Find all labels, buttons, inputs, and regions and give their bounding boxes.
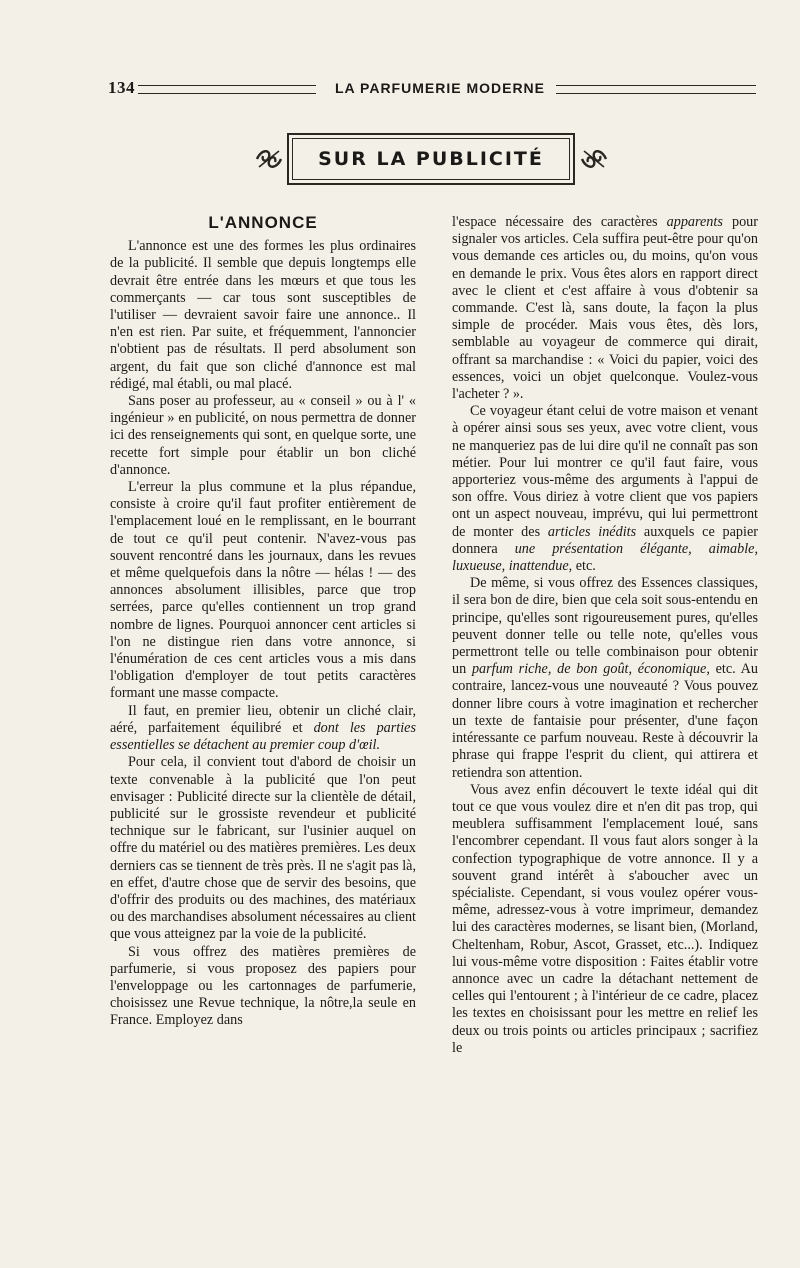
left-column <box>110 214 416 1030</box>
article-paragraph <box>110 703 416 755</box>
paragraph-text: Pour cela, il convient tout d'abord de choisir un texte convenable à la publicité que l'on peut envisager : Publicité directe sur la clientèle de détail, publicité sur le grossiste revendeur et publicité technique sur le fabricant, sur l'usinier auquel on offre du matériel ou des matières premières. Les deux derniers cas se tiennent de très près. Il ne s'agit pas là, en effet, d'autre chose que de servir des besoins, que d'offrir des produits ou des machines, des matériaux ou des marchandises absolument nécessaires au client que vous atteignez par la voie de la publicité. <box>110 754 416 943</box>
paragraph-text: l'espace nécessaire des caractères <box>452 214 667 230</box>
article-paragraph <box>452 403 758 575</box>
running-head <box>108 78 756 100</box>
paragraph-text: etc. Au contraire, lancez-vous une nouveauté ? Vous pouvez donner libre cours à votre imagination et rechercher un texte de fantaisie pour présenter, d'une façon intéressante ce parfum nouveau. Reste à découvrir la phrase qui frappe l'esprit du client, qui attirera et retiendra son attention. <box>452 661 758 781</box>
article-paragraph <box>452 214 758 403</box>
banner-inner-frame <box>292 138 570 180</box>
paragraph-text: L'annonce est une des formes les plus ordinaires de la publicité. Il semble que depuis longtemps elle devrait être entrée dans les mœurs et que tous les commerçants — car tous sont susceptibles de l'utiliser — devraient savoir faire une annonce.. Il n'en est rien. Par suite, et fréquemment, l'annoncier n'obtient pas de résultats. Il perd absolument son argent, du fait que son cliché d'annonce est mal rédigé, mal établi, ou mal placé. <box>110 238 416 392</box>
article-title: L'ANNONCE <box>208 213 318 232</box>
paragraph-text: Ce voyageur étant celui de votre maison et venant à opérer ainsi sous ses yeux, avec votre client, vous ne manqueriez pas de lui dire qu'il ne connaît pas son métier. Pour lui montrer ce qu'il faut faire, vous apporteriez vous-même des arguments à l'appui de son offre. Vous diriez à votre client que vos papiers ont un aspect nouveau, imprévu, qui lui permettront de monter des <box>452 403 758 540</box>
journal-title: LA PARFUMERIE MODERNE <box>335 80 545 96</box>
right-column <box>452 214 758 1057</box>
paragraph-text: L'erreur la plus commune et la plus répandue, consiste à croire qu'il faut profiter entièrement de l'emplacement loué en le remplissant, en le bourrant de tout ce qu'il peut contenir. N'avez-vous pas souvent rencontré dans les journaux, dans les revues et même quelquefois dans la nôtre — hélas ! — des annonces absolument illisibles, parce que trop serrées, parce qu'elles contiennent un trop grand nombre de lignes. Pourquoi annoncer cent articles si l'on ne distingue rien dans votre annonce, si l'énumération de ces cent articles vous a mis dans l'obligation d'employer de tout petits caractères formant une masse compacte. <box>110 479 416 702</box>
fleuron-left-icon <box>253 143 285 175</box>
section-banner <box>287 133 575 185</box>
page-number: 134 <box>108 78 135 97</box>
header-rule-left <box>138 85 316 94</box>
paragraph-text: Vous avez enfin découvert le texte idéal qui dit tout ce que vous voulez dire et n'en dit pas trop, qui meublera suffisamment l'emplacement loué, sans l'encombrer cependant. Il vous faut alors songer à la confection typographique de votre annonce. Il y a souvent grand intérêt à s'aboucher avec un spécialiste. Cependant, si vous voulez opérer vous-même, adressez-vous à votre imprimeur, demandez lui des caractères modernes, se lisant bien, (Morland, Cheltenham, Robur, Ascot, Grasset, etc...). Indiquez lui vous-même votre disposition : Faites établir votre annonce avec un cadre la détachant nettement de celles qui l'entourent ; à l'intérieur de ce cadre, placez les textes en choisissant pour les mettre en relief les deux ou trois points ou articles principaux ; sacrifiez le <box>452 781 758 1056</box>
paragraph-text: Sans poser au professeur, au « conseil » ou à l' « ingénieur » en publicité, on nous permettra de donner ici des renseignements qui sont, en quelque sorte, une recette fort simple pour établir un bon cliché d'annonce. <box>110 393 416 478</box>
italic-text: parfum riche, de bon goût, économique, <box>471 661 710 678</box>
paragraph-text: etc. <box>572 558 596 575</box>
header-rule-right <box>556 85 756 94</box>
paragraph-text: Si vous offrez des matières premières de parfumerie, si vous proposez des papiers pour l'enveloppage ou les cartonnages de parfumerie, choisissez une Revue technique, la nôtre,la seule en France. Employez dans <box>110 943 416 1029</box>
article-paragraph <box>110 393 416 479</box>
article-paragraph <box>110 479 416 703</box>
article-paragraph <box>452 575 758 781</box>
paragraph-text: Il faut, en premier lieu, obtenir un cliché clair, aéré, parfaitement équilibré et <box>110 702 416 736</box>
article-paragraph <box>452 782 758 1057</box>
italic-text: articles inédits <box>547 523 637 540</box>
italic-text: une présentation élégante, aimable, luxueuse, inattendue, <box>452 540 758 575</box>
paragraph-text: De même, si vous offrez des Essences classiques, il sera bon de dire, bien que cela soit sous-entendu en principe, qu'elles sont rigoureusement pures, qu'elles peuvent donner telle ou telle note, qu'elles vous permettront telle ou telle combinaison pour obtenir un <box>452 575 758 678</box>
article-paragraph <box>110 238 416 393</box>
banner-title: SUR LA PUBLICITÉ <box>318 148 544 170</box>
italic-text: dont les parties essentielles se détachent au premier coup d'œil. <box>110 719 416 754</box>
paragraph-text: auxquels ce papier donnera <box>452 523 758 557</box>
fleuron-right-icon <box>578 143 610 175</box>
italic-text: apparents <box>666 214 723 230</box>
article-paragraph <box>110 754 416 943</box>
paragraph-text: pour signaler vos articles. Cela suffira peut-être pour qu'on vous demande ces articles ou, du moins, qu'on vous en demande le prix. Vous êtes alors en rapport direct avec le client et c'est affaire à vous d'obtenir sa commande. C'est là, sans doute, la façon la plus simple de procéder. Mais vous êtes, dès lors, semblable au voyageur de commerce qui dirait, offrant sa marchandise : « Voici du papier, voici des essences, voici un objet quelconque. Voulez-vous l'acheter ? ». <box>452 214 758 403</box>
article-paragraph <box>110 944 416 1030</box>
